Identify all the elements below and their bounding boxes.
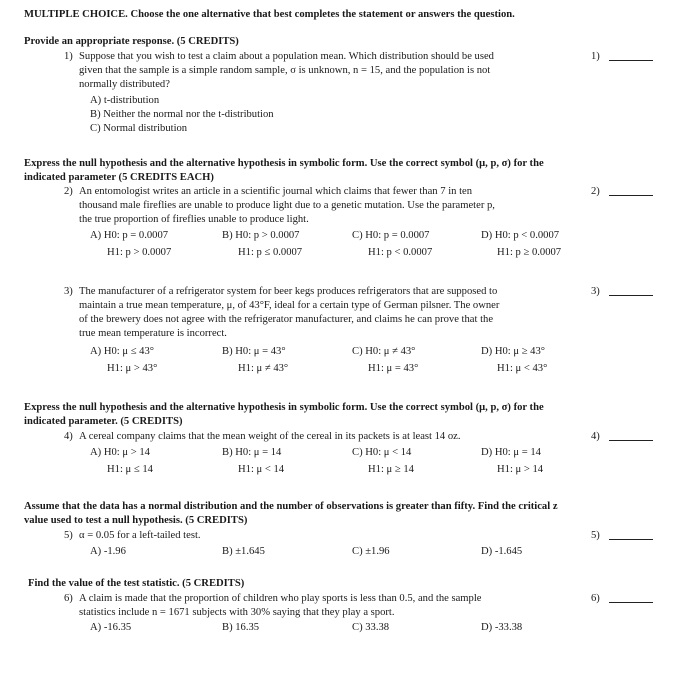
q3-option-h0[interactable]: D) H0: μ ≥ 43°: [481, 346, 545, 357]
q6-number: 6): [64, 593, 73, 604]
q2-number: 2): [64, 186, 73, 197]
q2-option-h1: H1: p > 0.0007: [107, 247, 172, 258]
section4-instruction: value used to test a null hypothesis. (5 CREDITS): [24, 515, 248, 526]
section1-instruction: Provide an appropriate response. (5 CREDITS): [24, 36, 239, 47]
q4-answer-number: 4): [591, 431, 600, 442]
q4-option-h1: H1: μ ≥ 14: [368, 464, 414, 475]
q3-option-h1: H1: μ < 43°: [497, 363, 548, 374]
q4-option-h1: H1: μ > 14: [497, 464, 544, 475]
q2-option-h0[interactable]: D) H0: p < 0.0007: [481, 230, 560, 241]
q1-answer-blank[interactable]: [609, 60, 653, 61]
q2-option-h1: H1: p < 0.0007: [368, 247, 433, 258]
q4-option-h0[interactable]: B) H0: μ = 14: [222, 447, 282, 458]
q3-option-h1: H1: μ > 43°: [107, 363, 158, 374]
q3-option-h1: H1: μ ≠ 43°: [238, 363, 289, 374]
section2-instruction: indicated parameter (5 CREDITS EACH): [24, 172, 214, 183]
section5-instruction: Find the value of the test statistic. (5 CREDITS): [28, 578, 245, 589]
q6-answer-blank[interactable]: [609, 602, 653, 603]
q3-option-h0[interactable]: B) H0: μ = 43°: [222, 346, 286, 357]
q6-answer-number: 6): [591, 593, 600, 604]
q1-text-line: given that the sample is a simple random sample, σ is unknown, n = 15, and the population is not: [79, 65, 491, 76]
q4-option-h0[interactable]: C) H0: μ < 14: [352, 447, 412, 458]
q5-option[interactable]: A) -1.96: [90, 546, 126, 557]
q6-option[interactable]: C) 33.38: [352, 622, 390, 633]
exam-header: MULTIPLE CHOICE. Choose the one alternative that best completes the statement or answers the question.: [24, 9, 515, 20]
q6-text-line: statistics include n = 1671 subjects with 30% saying that they play a sport.: [79, 607, 395, 618]
q6-text-line: A claim is made that the proportion of children who play sports is less than 0.5, and the sample: [79, 593, 482, 604]
q4-option-h0[interactable]: D) H0: μ = 14: [481, 447, 541, 458]
q3-option-h0[interactable]: C) H0: μ ≠ 43°: [352, 346, 416, 357]
q2-text-line: thousand male fireflies are unable to produce light due to a genetic mutation. Use the parameter p,: [79, 200, 495, 211]
q1-option[interactable]: C) Normal distribution: [90, 123, 188, 134]
q4-text-line: A cereal company claims that the mean weight of the cereal in its packets is at least 14 oz.: [79, 431, 461, 442]
q1-text-line: normally distributed?: [79, 79, 170, 90]
q4-answer-blank[interactable]: [609, 440, 653, 441]
q4-option-h1: H1: μ < 14: [238, 464, 285, 475]
q3-option-h0[interactable]: A) H0: μ ≤ 43°: [90, 346, 154, 357]
q3-text-line: The manufacturer of a refrigerator system for beer kegs produces refrigerators that are supposed to: [79, 286, 498, 297]
q1-answer-number: 1): [591, 51, 600, 62]
q4-option-h1: H1: μ ≤ 14: [107, 464, 153, 475]
q2-text-line: An entomologist writes an article in a scientific journal which claims that fewer than 7 in ten: [79, 186, 473, 197]
q3-option-h1: H1: μ = 43°: [368, 363, 419, 374]
section3-instruction: Express the null hypothesis and the alternative hypothesis in symbolic form. Use the correct symbol (μ, p, σ) for the: [24, 402, 544, 413]
q1-option[interactable]: B) Neither the normal nor the t-distribution: [90, 109, 274, 120]
q2-option-h0[interactable]: C) H0: p = 0.0007: [352, 230, 430, 241]
q2-option-h0[interactable]: A) H0: p = 0.0007: [90, 230, 169, 241]
q3-number: 3): [64, 286, 73, 297]
q3-text-line: true mean temperature is incorrect.: [79, 328, 227, 339]
q1-number: 1): [64, 51, 73, 62]
q4-number: 4): [64, 431, 73, 442]
q1-text-line: Suppose that you wish to test a claim about a population mean. Which distribution should be used: [79, 51, 494, 62]
q2-option-h1: H1: p ≥ 0.0007: [497, 247, 562, 258]
section3-instruction: indicated parameter. (5 CREDITS): [24, 416, 183, 427]
q5-text-line: α = 0.05 for a left-tailed test.: [79, 530, 201, 541]
q1-option[interactable]: A) t-distribution: [90, 95, 160, 106]
q6-option[interactable]: B) 16.35: [222, 622, 260, 633]
q5-number: 5): [64, 530, 73, 541]
q6-option[interactable]: A) -16.35: [90, 622, 132, 633]
q3-answer-number: 3): [591, 286, 600, 297]
q5-answer-number: 5): [591, 530, 600, 541]
q2-answer-blank[interactable]: [609, 195, 653, 196]
q5-answer-blank[interactable]: [609, 539, 653, 540]
q3-answer-blank[interactable]: [609, 295, 653, 296]
q5-option[interactable]: D) -1.645: [481, 546, 523, 557]
q3-text-line: maintain a true mean temperature, μ, of 43°F, ideal for a certain type of German pilsner. The owner: [79, 300, 500, 311]
q5-option[interactable]: C) ±1.96: [352, 546, 390, 557]
q3-text-line: of the brewery does not agree with the refrigerator manufacturer, and claims he can prove that the: [79, 314, 494, 325]
q2-option-h0[interactable]: B) H0: p > 0.0007: [222, 230, 300, 241]
q4-option-h0[interactable]: A) H0: μ > 14: [90, 447, 150, 458]
q6-option[interactable]: D) -33.38: [481, 622, 523, 633]
q2-answer-number: 2): [591, 186, 600, 197]
q5-option[interactable]: B) ±1.645: [222, 546, 265, 557]
section4-instruction: Assume that the data has a normal distribution and the number of observations is greater than fifty. Find the critical z: [24, 501, 558, 512]
q2-option-h1: H1: p ≤ 0.0007: [238, 247, 303, 258]
section2-instruction: Express the null hypothesis and the alternative hypothesis in symbolic form. Use the correct symbol (μ, p, σ) for the: [24, 158, 544, 169]
q2-text-line: the true proportion of fireflies unable to produce light.: [79, 214, 309, 225]
